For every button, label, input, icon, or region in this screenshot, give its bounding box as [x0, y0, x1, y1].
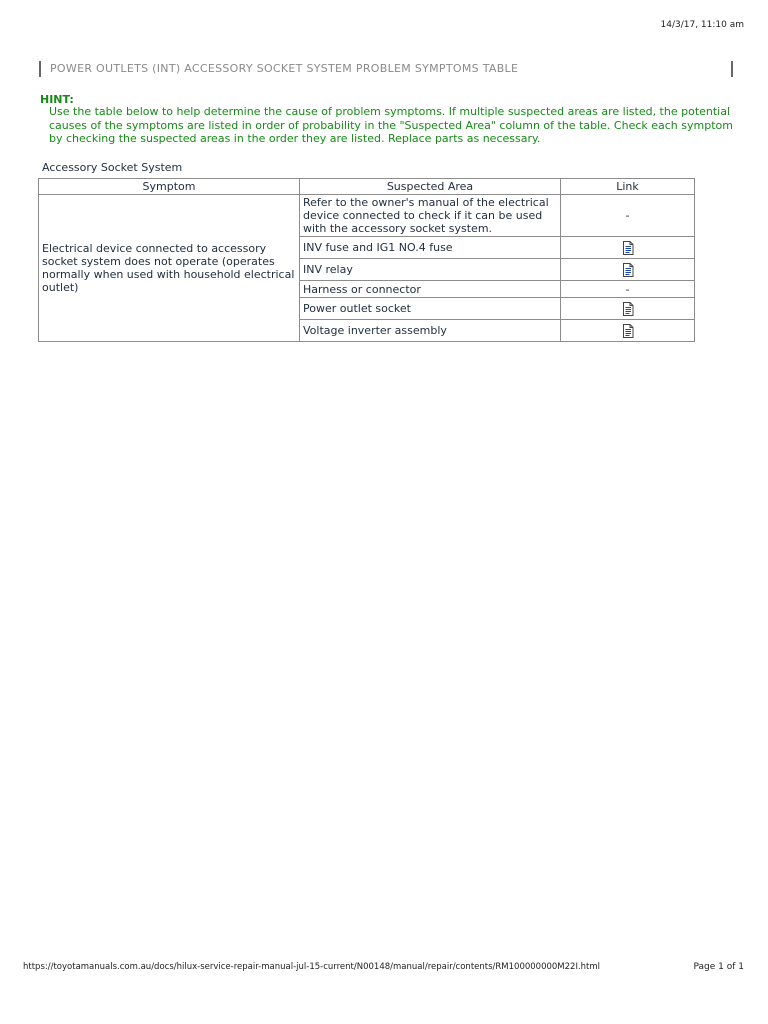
document-link-icon[interactable]	[622, 302, 634, 316]
hint-label: HINT:	[40, 93, 74, 106]
link-cell	[561, 320, 695, 342]
page-title: POWER OUTLETS (INT) ACCESSORY SOCKET SYSTEM PROBLEM SYMPTOMS TABLE	[50, 62, 519, 75]
header-link: Link	[561, 179, 695, 195]
suspected-area-cell: Harness or connector	[300, 281, 561, 298]
table-row	[39, 195, 695, 237]
header-suspected-area: Suspected Area	[300, 179, 561, 195]
hint-text: Use the table below to help determine the cause of problem symptoms. If multiple suspected areas are listed, the potential causes of the symptoms are listed in order of probability in the "Suspected Area" column of the table. Check each symptom by checking the suspected areas in the order they are listed. Replace parts as necessary.	[49, 105, 733, 145]
header-symptom: Symptom	[39, 179, 300, 195]
document-link-icon[interactable]	[622, 324, 634, 338]
suspected-area-cell: INV fuse and IG1 NO.4 fuse	[300, 237, 561, 259]
suspected-area-cell: Refer to the owner's manual of the electrical device connected to check if it can be used with the accessory socket system.	[300, 195, 561, 237]
page-title-bar	[39, 61, 733, 77]
link-cell	[561, 298, 695, 320]
section-title: Accessory Socket System	[42, 161, 183, 174]
suspected-area-cell: Power outlet socket	[300, 298, 561, 320]
footer-page-number: Page 1 of 1	[693, 962, 744, 972]
document-link-icon[interactable]	[622, 241, 634, 255]
footer-url: https://toyotamanuals.com.au/docs/hilux-service-repair-manual-jul-15-current/N00148/manual/repair/contents/RM100000000M22I.html	[23, 962, 601, 972]
suspected-area-cell: INV relay	[300, 259, 561, 281]
symptom-cell: Electrical device connected to accessory socket system does not operate (operates normally when used with household electrical outlet)	[39, 195, 300, 342]
problem-symptoms-table	[38, 178, 695, 342]
link-cell: -	[561, 281, 695, 298]
table-header-row	[39, 179, 695, 195]
link-cell: -	[561, 195, 695, 237]
link-cell	[561, 259, 695, 281]
suspected-area-cell: Voltage inverter assembly	[300, 320, 561, 342]
document-link-icon[interactable]	[622, 263, 634, 277]
print-timestamp: 14/3/17, 11:10 am	[660, 20, 744, 30]
link-cell	[561, 237, 695, 259]
